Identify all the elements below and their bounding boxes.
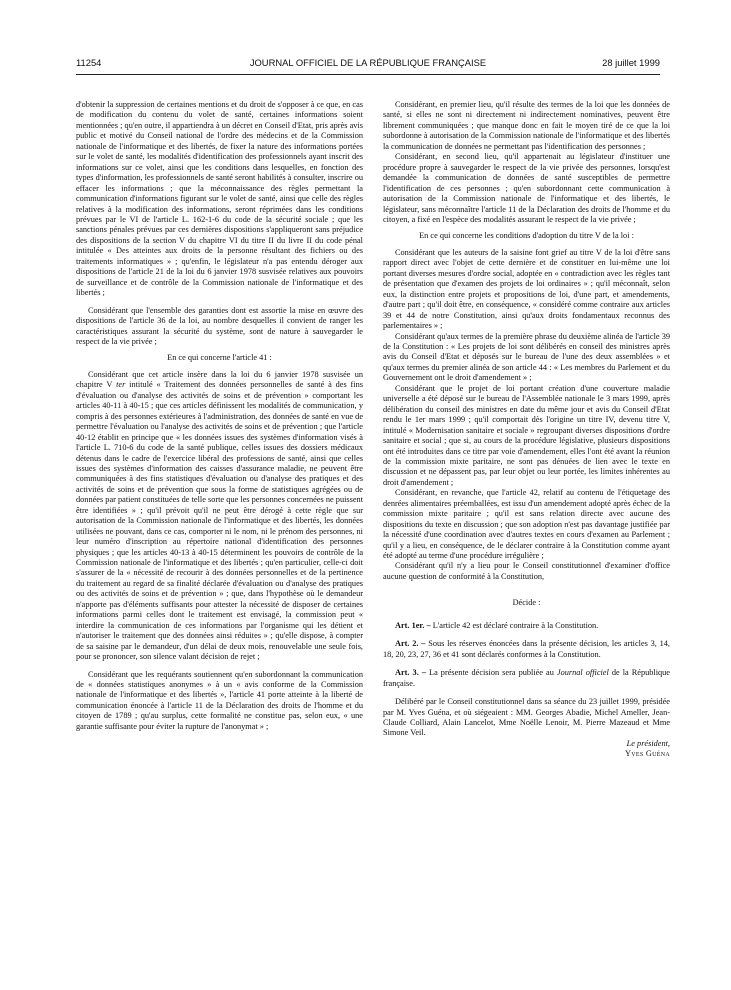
section-heading: En ce qui concerne les conditions d'adoption du titre V de la loi : [419, 231, 634, 241]
decision-heading: Décide : [512, 598, 541, 608]
left-column [76, 100, 363, 732]
issue-date: 28 juillet 1999 [602, 57, 660, 68]
paragraph: Considérant que cet article insère dans la loi du 6 janvier 1978 susvisée un chapitre V ter intitulé « Traitement des données personnelles de santé à des fins d'évaluation ou d'analyse des activités de soins et de prévention » comportant les articles 40-11 à 40-15 ; que ces articles définissent les modalités de communication, y compris à des personnes extérieures à l'administration, des données de santé en vue de permettre l'évaluation ou l'analyse des activités de soins et de prévention ; que l'article 40-12 établit en principe que « les données issues des systèmes d'information visés à l'article L. 710-6 du code de la santé publique, celles issues des dossiers médicaux détenus dans le cadre de l'exercice libéral des professions de santé, ainsi que celles issues des systèmes d'information des caisses d'assurance maladie, ne peuvent être communiquées à des fins statistiques d'évaluation ou d'analyse des pratiques et des activités de soins et de prévention que sous la forme de statistiques agrégées ou de données par patient constituées de telle sorte que les personnes concernées ne puissent être identifiées » ; qu'il prévoit qu'il ne peut être dérogé à cette règle que sur autorisation de la Commission nationale de l'informatique et des libertés, les données utilisées ne pouvant, dans ce cas, comporter ni le nom, ni le prénom des personnes, ni leur numéro d'inscription au répertoire national d'identification des personnes physiques ; que les articles 40-13 à 40-15 déterminent les pouvoirs de contrôle de la Commission nationale de l'informatique et des libertés ; qu'en particulier, celle-ci doit s'assurer de la « nécessité de recourir à des données personnelles et de la pertinence du traitement au regard de sa finalité déclarée d'évaluation ou d'analyse des pratiques ou des activités de soins et de prévention » ; que, dans l'hypothèse où le demandeur n'apporte pas d'éléments suffisants pour attester la nécessité de disposer de certaines informations parmi celles dont le traitement est envisagé, la commission peut « interdire la communication de ces informations par l'organisme qui les détient et n'autoriser le traitement que des données ainsi réduites » ; qu'elle dispose, à compter de sa saisine par le demandeur, d'un délai de deux mois, renouvelable une seule fois, pour se prononcer, son silence valant décision de rejet ; [76, 369, 364, 662]
right-column [383, 100, 670, 760]
paragraph: Considérant que le projet de loi portant création d'une couverture maladie universelle a été déposé sur le bureau de l'Assemblée nationale le 3 mars 1999, après délibération du conseil des ministres en date du même jour et avis du Conseil d'Etat rendu le 1er mars 1999 ; qu'il comportait dès l'origine un titre IV, devenu titre V, intitulé « Modernisation sanitaire et sociale » regroupant diverses dispositions d'ordre sanitaire et social ; que si, au cours de la procédure législative, plusieurs dispositions ont été introduites dans ce titre par voie d'amendement, elles l'ont été avant la réunion de la commission mixte paritaire, ne sont pas dénuées de lien avec le texte en discussion et ne dépassent pas, par leur objet ou leur portée, les limites inhérentes au droit d'amendement ; [383, 383, 670, 487]
page-header [76, 57, 660, 75]
paragraph: Considérant que l'ensemble des garanties dont est assortie la mise en œuvre des dispositions de l'article 36 de la loi, au nombre desquelles il convient de ranger les caractéristiques assurant la sécurité du système, sont de nature à sauvegarder le respect de la vie privée ; [76, 305, 363, 346]
article-3: Art. 3. – La présente décision sera publiée au Journal officiel de la République française. [383, 668, 670, 688]
paragraph: Considérant, en second lieu, qu'il appartenait au législateur d'instituer une procédure propre à sauvegarder le respect de la vie privée des personnes, lorsqu'est demandée la communication de données de santé susceptibles de permettre l'identification de ces personnes ; qu'en subordonnant cette communication à autorisation de la Commission nationale de l'informatique et des libertés, le législateur, sans méconnaître l'article 11 de la Déclaration des droits de l'homme et du citoyen, a fixé en l'espèce des modalités assurant le respect de la vie privée ; [383, 152, 670, 224]
paragraph: Considérant, en premier lieu, qu'il résulte des termes de la loi que les données de santé, si elles ne sont ni directement ni indirectement nominatives, peuvent être librement communiquées ; que manque donc en fait le moyen tiré de ce que la loi subordonne à autorisation de la Commission nationale de l'informatique et des libertés la communication de données ne permettant pas l'identification des personnes ; [383, 100, 670, 151]
paragraph: Considérant qu'aux termes de la première phrase du deuxième alinéa de l'article 39 de la Constitution : « Les projets de loi sont délibérés en conseil des ministres après avis du Conseil d'Etat et déposés sur le bureau de l'une des deux assemblées » et qu'aux termes du premier alinéa de son article 44 : « Les membres du Parlement et du Gouvernement ont le droit d'amendement » ; [383, 331, 670, 383]
signature-name: Yves Guéna [624, 749, 670, 759]
paragraph: Considérant qu'il n'y a lieu pour le Conseil constitutionnel d'examiner d'office aucune question de conformité à la Constitution, [383, 561, 670, 581]
journal-title: JOURNAL OFFICIEL DE LA RÉPUBLIQUE FRANÇAISE [249, 57, 487, 68]
paragraph: d'obtenir la suppression de certaines mentions et du droit de s'opposer à ce que, en cas de modification du contenu du volet de santé, certaines informations soient mentionnées ; qu'en outre, il appartiendra à un décret en Conseil d'Etat, pris après avis public et motivé du Conseil national de l'ordre des médecins et de la Commission nationale de l'informatique et des libertés, de fixer la nature des informations portées sur le volet de santé, les modalités d'identification des professionnels ayant inscrit des informations sur ce volet, ainsi que les conditions dans lesquelles, en fonction des types d'information, les professionnels de santé seront habilités à consulter, inscrire ou effacer les informations ; que la méconnaissance des règles permettant la communication d'informations figurant sur le volet de santé, ainsi que celle des règles relatives à la modification des informations, seront réprimées dans les conditions prévues par le VI de l'article L. 162-1-6 du code de la sécurité sociale ; que les sanctions pénales prévues par ces dernières dispositions s'appliqueront sans préjudice des dispositions de la section V du chapitre VI du titre II du livre II du code pénal intitulée « Des atteintes aux droits de la personne résultant des fichiers ou des traitements informatiques » ; qu'enfin, le législateur n'a pas entendu déroger aux dispositions de l'article 21 de la loi du 6 janvier 1978 susvisée relatives aux pouvoirs de surveillance et de contrôle de la Commission nationale de l'informatique et des libertés ; [76, 100, 363, 298]
deliberation-paragraph: Délibéré par le Conseil constitutionnel dans sa séance du 23 juillet 1999, présidée par M. Yves Guéna, et où siégeaient : MM. Georges Abadie, Michel Ameller, Jean-Claude Colliard, Alain Lancelot, Mme Noëlle Lenoir, M. Pierre Mazeaud et Mme Simone Veil. [383, 697, 670, 738]
section-heading: En ce qui concerne l'article 41 : [167, 353, 272, 363]
paragraph: Considérant que les requérants soutiennent qu'en subordonnant la communication de « données statistiques anonymes » à un « avis conforme de la Commission nationale de l'informatique et des libertés », l'article 41 porte atteinte à la liberté de communication énoncée à l'article 11 de la Déclaration des droits de l'homme et du citoyen de 1789 ; qu'au surplus, cette formalité ne constitue pas, selon eux, « une garantie suffisante pour éviter la rupture de l'anonymat » ; [76, 669, 363, 731]
signature-title: Le président, [626, 738, 670, 748]
page-number: 11254 [76, 57, 102, 68]
article-1: Art. 1er. – L'article 42 est déclaré contraire à la Constitution. [395, 620, 599, 630]
paragraph: Considérant que les auteurs de la saisine font grief au titre V de la loi d'être sans rapport direct avec l'objet de cette dernière et de constituer en lui-même une loi portant diverses mesures d'ordre social, adoptée en « contradiction avec les règles tant de présentation que d'examen des projets de loi ordinaires » ; qu'il méconnaît, selon eux, la distinction entre projets et propositions de loi, d'une part, et amendements, d'autre part ; qu'il doit être, en conséquence, « considéré comme contraire aux articles 39 et 44 de notre Constitution, ainsi qu'aux droits fondamentaux reconnus des parlementaires » ; [383, 247, 670, 331]
article-2: Art. 2. – Sous les réserves énoncées dans la présente décision, les articles 3, 14, 18, 20, 23, 27, 36 et 41 sont déclarés conformes à la Constitution. [383, 639, 670, 659]
paragraph: Considérant, en revanche, que l'article 42, relatif au contenu de l'étiquetage des denrées alimentaires préemballées, est issu d'un amendement adopté après échec de la commission mixte paritaire ; qu'il est sans relation directe avec aucune des dispositions du texte en discussion ; que son adoption n'est pas davantage justifiée par la nécessité d'une coordination avec d'autres textes en cours d'examen au Parlement ; qu'il y a lieu, en conséquence, de le déclarer contraire à la Constitution comme ayant été adopté au terme d'une procédure irrégulière ; [383, 488, 670, 561]
